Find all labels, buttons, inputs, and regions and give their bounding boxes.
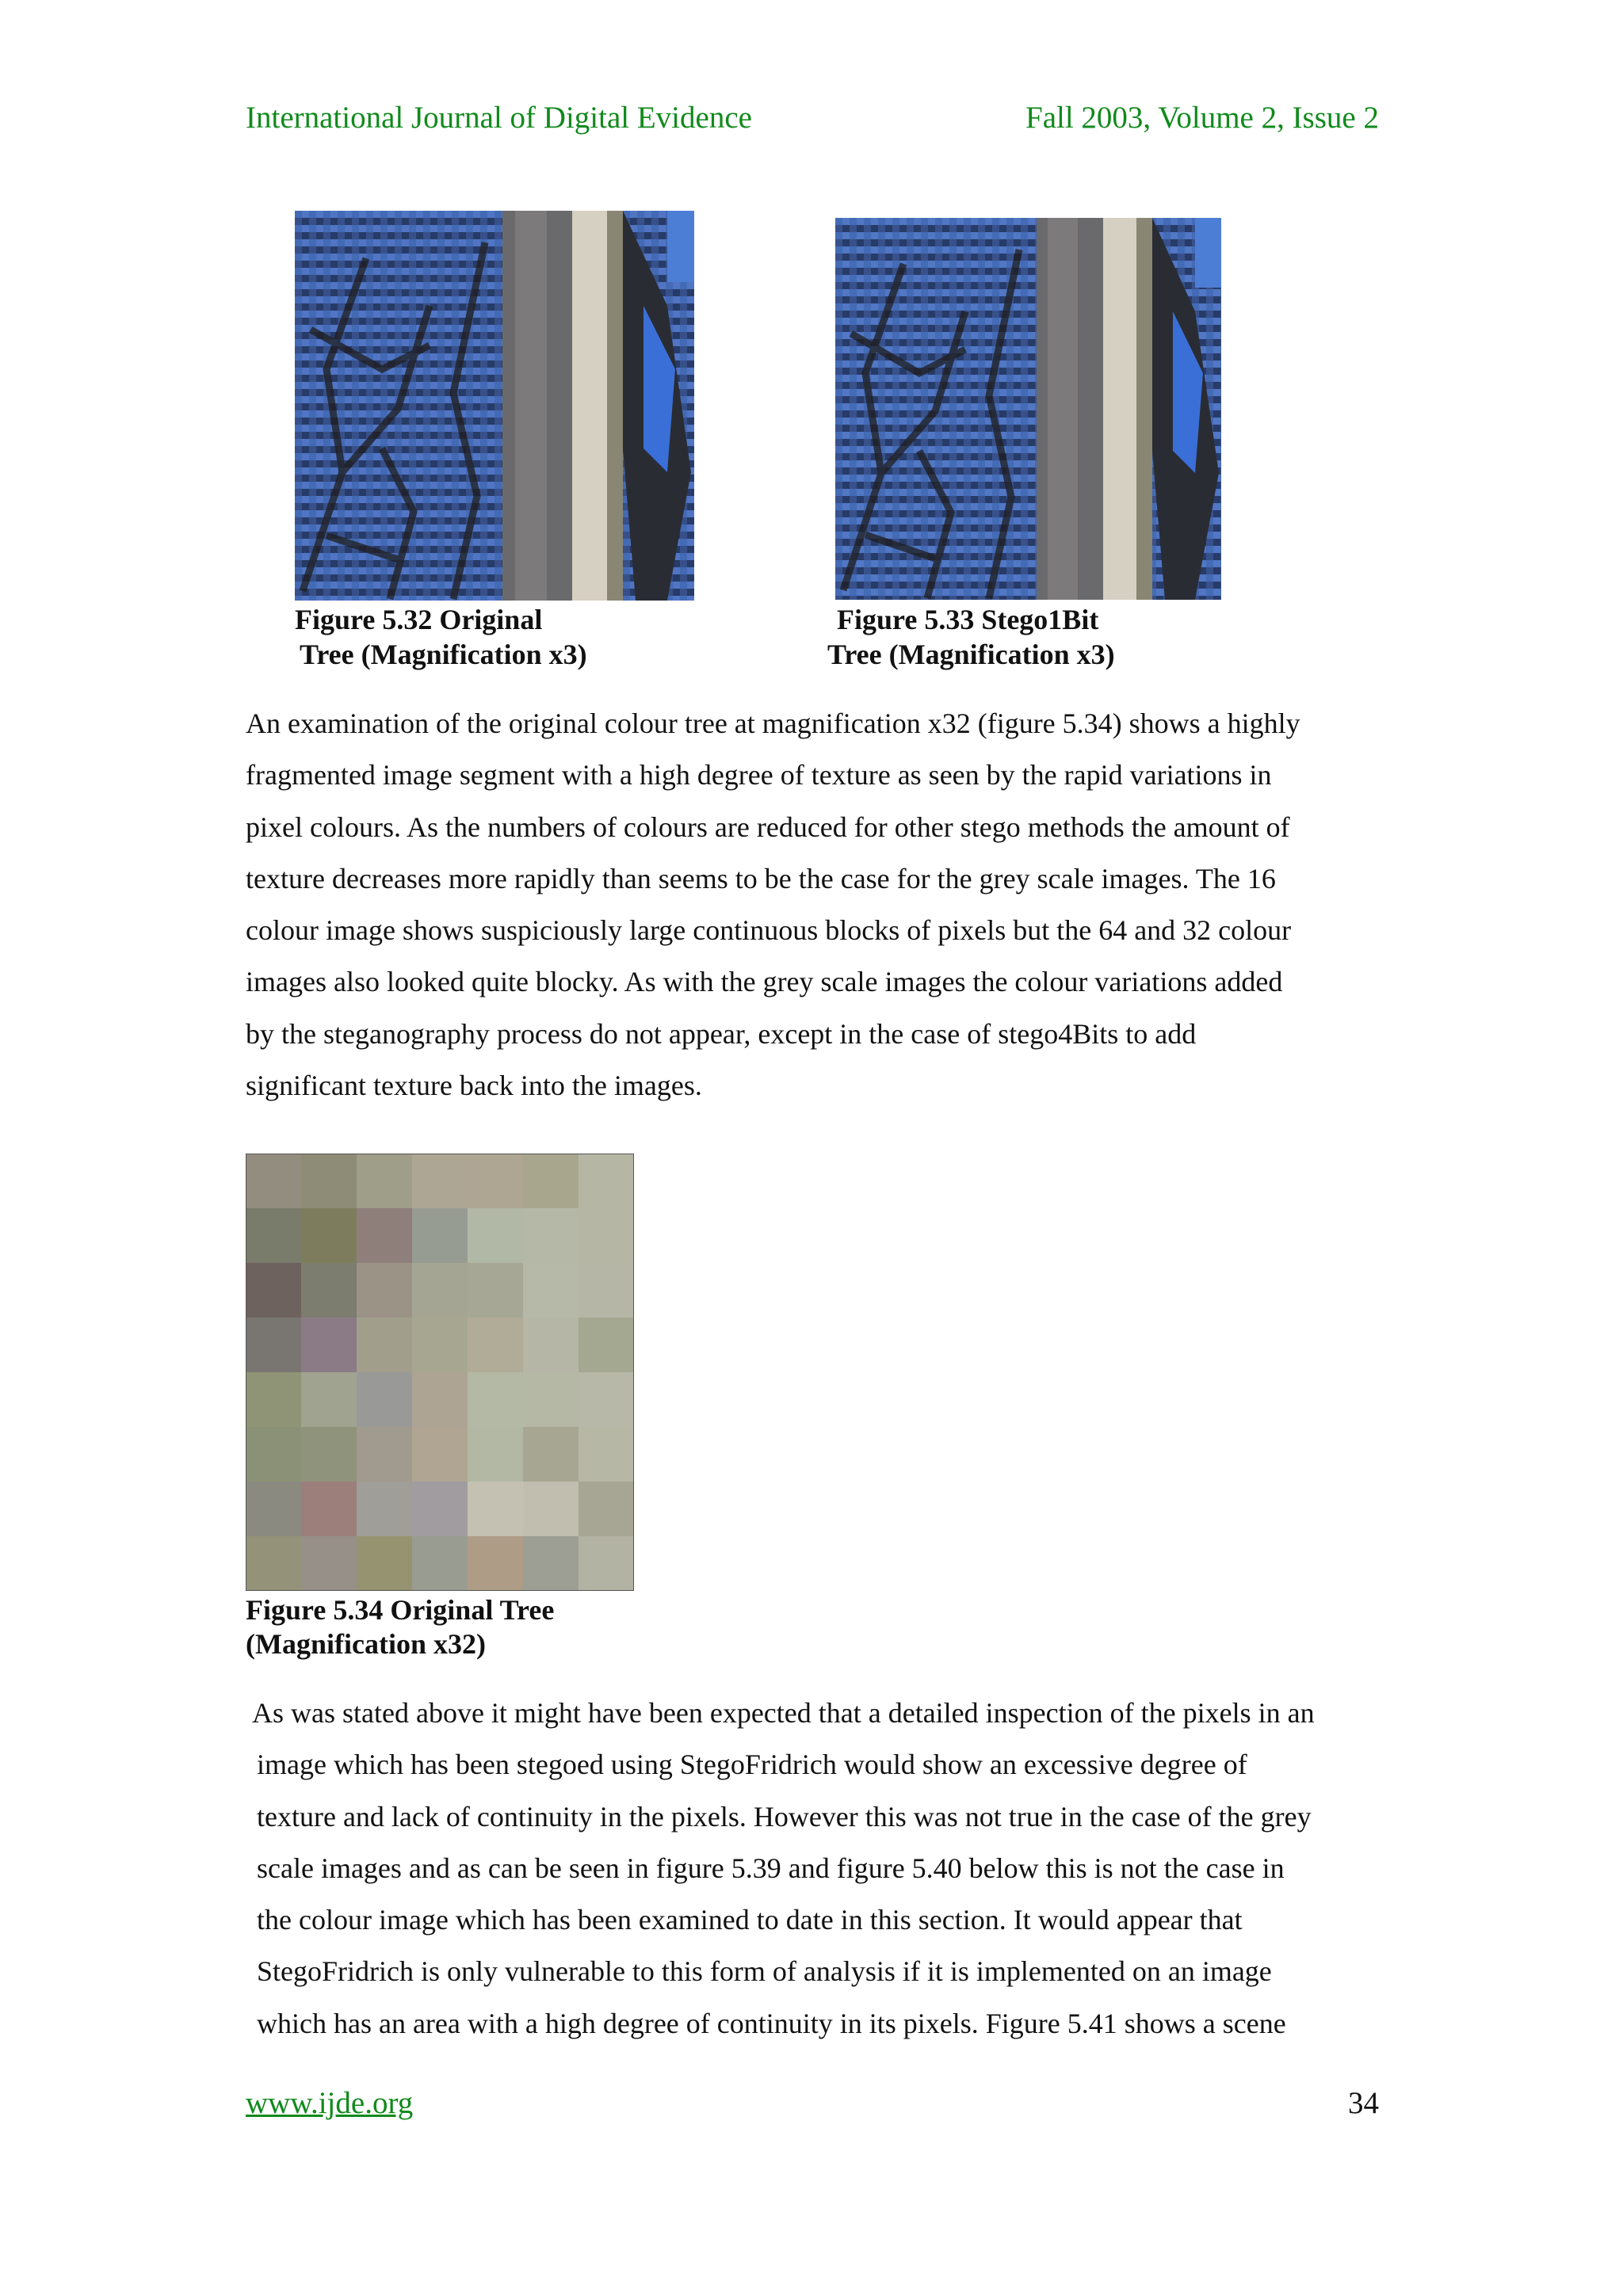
pixel-cell xyxy=(468,1154,524,1209)
paragraph-line: by the steganography process do not appear, except in the case of stego4Bits to add xyxy=(246,1017,1197,1050)
paragraph-line: the colour image which has been examined to date in this section. It would appear that xyxy=(257,1904,1243,1936)
pixel-cell xyxy=(246,1427,302,1482)
pixel-cell xyxy=(579,1536,634,1591)
pixel-cell xyxy=(579,1154,634,1209)
figure-5-33-caption-line1: Figure 5.33 Stego1Bit xyxy=(837,604,1099,635)
figure-5-33-stego1bit-tree-image xyxy=(835,218,1221,600)
pixel-cell xyxy=(246,1154,302,1209)
paragraph-line: colour image shows suspiciously large continuous blocks of pixels but the 64 and 32 colour xyxy=(246,914,1292,947)
figure-5-32-original-tree-image xyxy=(295,211,694,601)
pixel-cell xyxy=(523,1372,579,1428)
pixel-cell xyxy=(468,1372,524,1428)
paragraph-line: pixel colours. As the numbers of colours are reduced for other stego methods the amount of xyxy=(246,810,1290,843)
pixel-cell xyxy=(468,1536,524,1591)
pixel-cell xyxy=(579,1482,634,1537)
pixel-cell xyxy=(246,1482,302,1537)
paragraph-line: An examination of the original colour tree at magnification x32 (figure 5.34) shows a highly xyxy=(246,707,1300,739)
pixel-cell xyxy=(301,1318,357,1373)
pixel-cell xyxy=(357,1372,413,1428)
pixel-cell xyxy=(412,1482,468,1537)
pixel-cell xyxy=(579,1427,634,1482)
journal-title-header: International Journal of Digital Evidence xyxy=(246,101,752,135)
pixel-cell xyxy=(412,1208,468,1264)
pixel-cell xyxy=(468,1318,524,1373)
figure-5-32-caption-line1: Figure 5.32 Original xyxy=(295,604,543,635)
paragraph-line: images also looked quite blocky. As with the grey scale images the colour variations added xyxy=(246,966,1283,998)
pixel-cell xyxy=(579,1263,634,1318)
pixel-cell xyxy=(412,1318,468,1373)
pixel-cell xyxy=(357,1263,413,1318)
pixel-cell xyxy=(468,1263,524,1318)
pixel-cell xyxy=(301,1427,357,1482)
figure-5-34-pixel-grid-image xyxy=(246,1154,634,1591)
pixel-cell xyxy=(523,1318,579,1373)
pixel-cell xyxy=(246,1263,302,1318)
pixel-cell xyxy=(246,1318,302,1373)
pixel-cell xyxy=(301,1536,357,1591)
pixel-cell xyxy=(468,1427,524,1482)
pixel-cell xyxy=(468,1208,524,1264)
pixel-cell xyxy=(357,1154,413,1209)
pixel-cell xyxy=(412,1263,468,1318)
pixel-cell xyxy=(357,1208,413,1264)
pixel-cell xyxy=(301,1482,357,1537)
pixel-cell xyxy=(357,1318,413,1373)
journal-website-link[interactable]: www.ijde.org xyxy=(246,2086,414,2120)
pixel-cell xyxy=(579,1318,634,1373)
paragraph-1 xyxy=(246,698,1300,1112)
page-number: 34 xyxy=(1348,2086,1379,2120)
pixel-cell xyxy=(301,1154,357,1209)
pixel-cell xyxy=(301,1263,357,1318)
paragraph-2 xyxy=(252,1688,1315,2050)
pixel-cell xyxy=(246,1372,302,1428)
figure-5-33-caption-line2: Tree (Magnification x3) xyxy=(827,639,1115,670)
pixel-cell xyxy=(523,1208,579,1264)
issue-header: Fall 2003, Volume 2, Issue 2 xyxy=(1025,101,1379,135)
paragraph-line: which has an area with a high degree of continuity in its pixels. Figure 5.41 shows a scene xyxy=(257,2007,1286,2039)
pixel-cell xyxy=(412,1154,468,1209)
pixel-cell xyxy=(468,1482,524,1537)
pixel-cell xyxy=(357,1427,413,1482)
pixel-cell xyxy=(579,1372,634,1428)
pixel-cell xyxy=(301,1208,357,1264)
paragraph-line: image which has been stegoed using StegoFridrich would show an excessive degree of xyxy=(257,1749,1247,1781)
paragraph-line: texture and lack of continuity in the pixels. However this was not true in the case of the grey xyxy=(257,1800,1312,1833)
pixel-cell xyxy=(579,1208,634,1264)
paragraph-line: scale images and as can be seen in figure 5.39 and figure 5.40 below this is not the case in xyxy=(257,1852,1285,1884)
pixel-cell xyxy=(523,1482,579,1537)
pixel-cell xyxy=(412,1427,468,1482)
paragraph-line: texture decreases more rapidly than seems to be the case for the grey scale images. The 16 xyxy=(246,862,1276,894)
pixel-cell xyxy=(357,1482,413,1537)
pixel-cell xyxy=(246,1536,302,1591)
paragraph-line: significant texture back into the images. xyxy=(246,1070,702,1102)
paragraph-line: fragmented image segment with a high degree of texture as seen by the rapid variations in xyxy=(246,759,1272,791)
pixel-cell xyxy=(412,1372,468,1428)
paragraph-line: StegoFridrich is only vulnerable to this form of analysis if it is implemented on an image xyxy=(257,1955,1272,1988)
figure-5-34-caption-line1: Figure 5.34 Original Tree xyxy=(246,1594,555,1626)
pixel-cell xyxy=(523,1263,579,1318)
pixel-cell xyxy=(523,1154,579,1209)
pixel-cell xyxy=(357,1536,413,1591)
pixel-cell xyxy=(412,1536,468,1591)
pixel-cell xyxy=(523,1536,579,1591)
figure-5-32-caption-line2: Tree (Magnification x3) xyxy=(300,639,587,670)
figure-5-34-caption-line2: (Magnification x32) xyxy=(246,1628,486,1660)
pixel-cell xyxy=(523,1427,579,1482)
pixel-cell xyxy=(246,1208,302,1264)
pixel-cell xyxy=(301,1372,357,1428)
paragraph-line: As was stated above it might have been expected that a detailed inspection of the pixels in an xyxy=(252,1697,1315,1729)
